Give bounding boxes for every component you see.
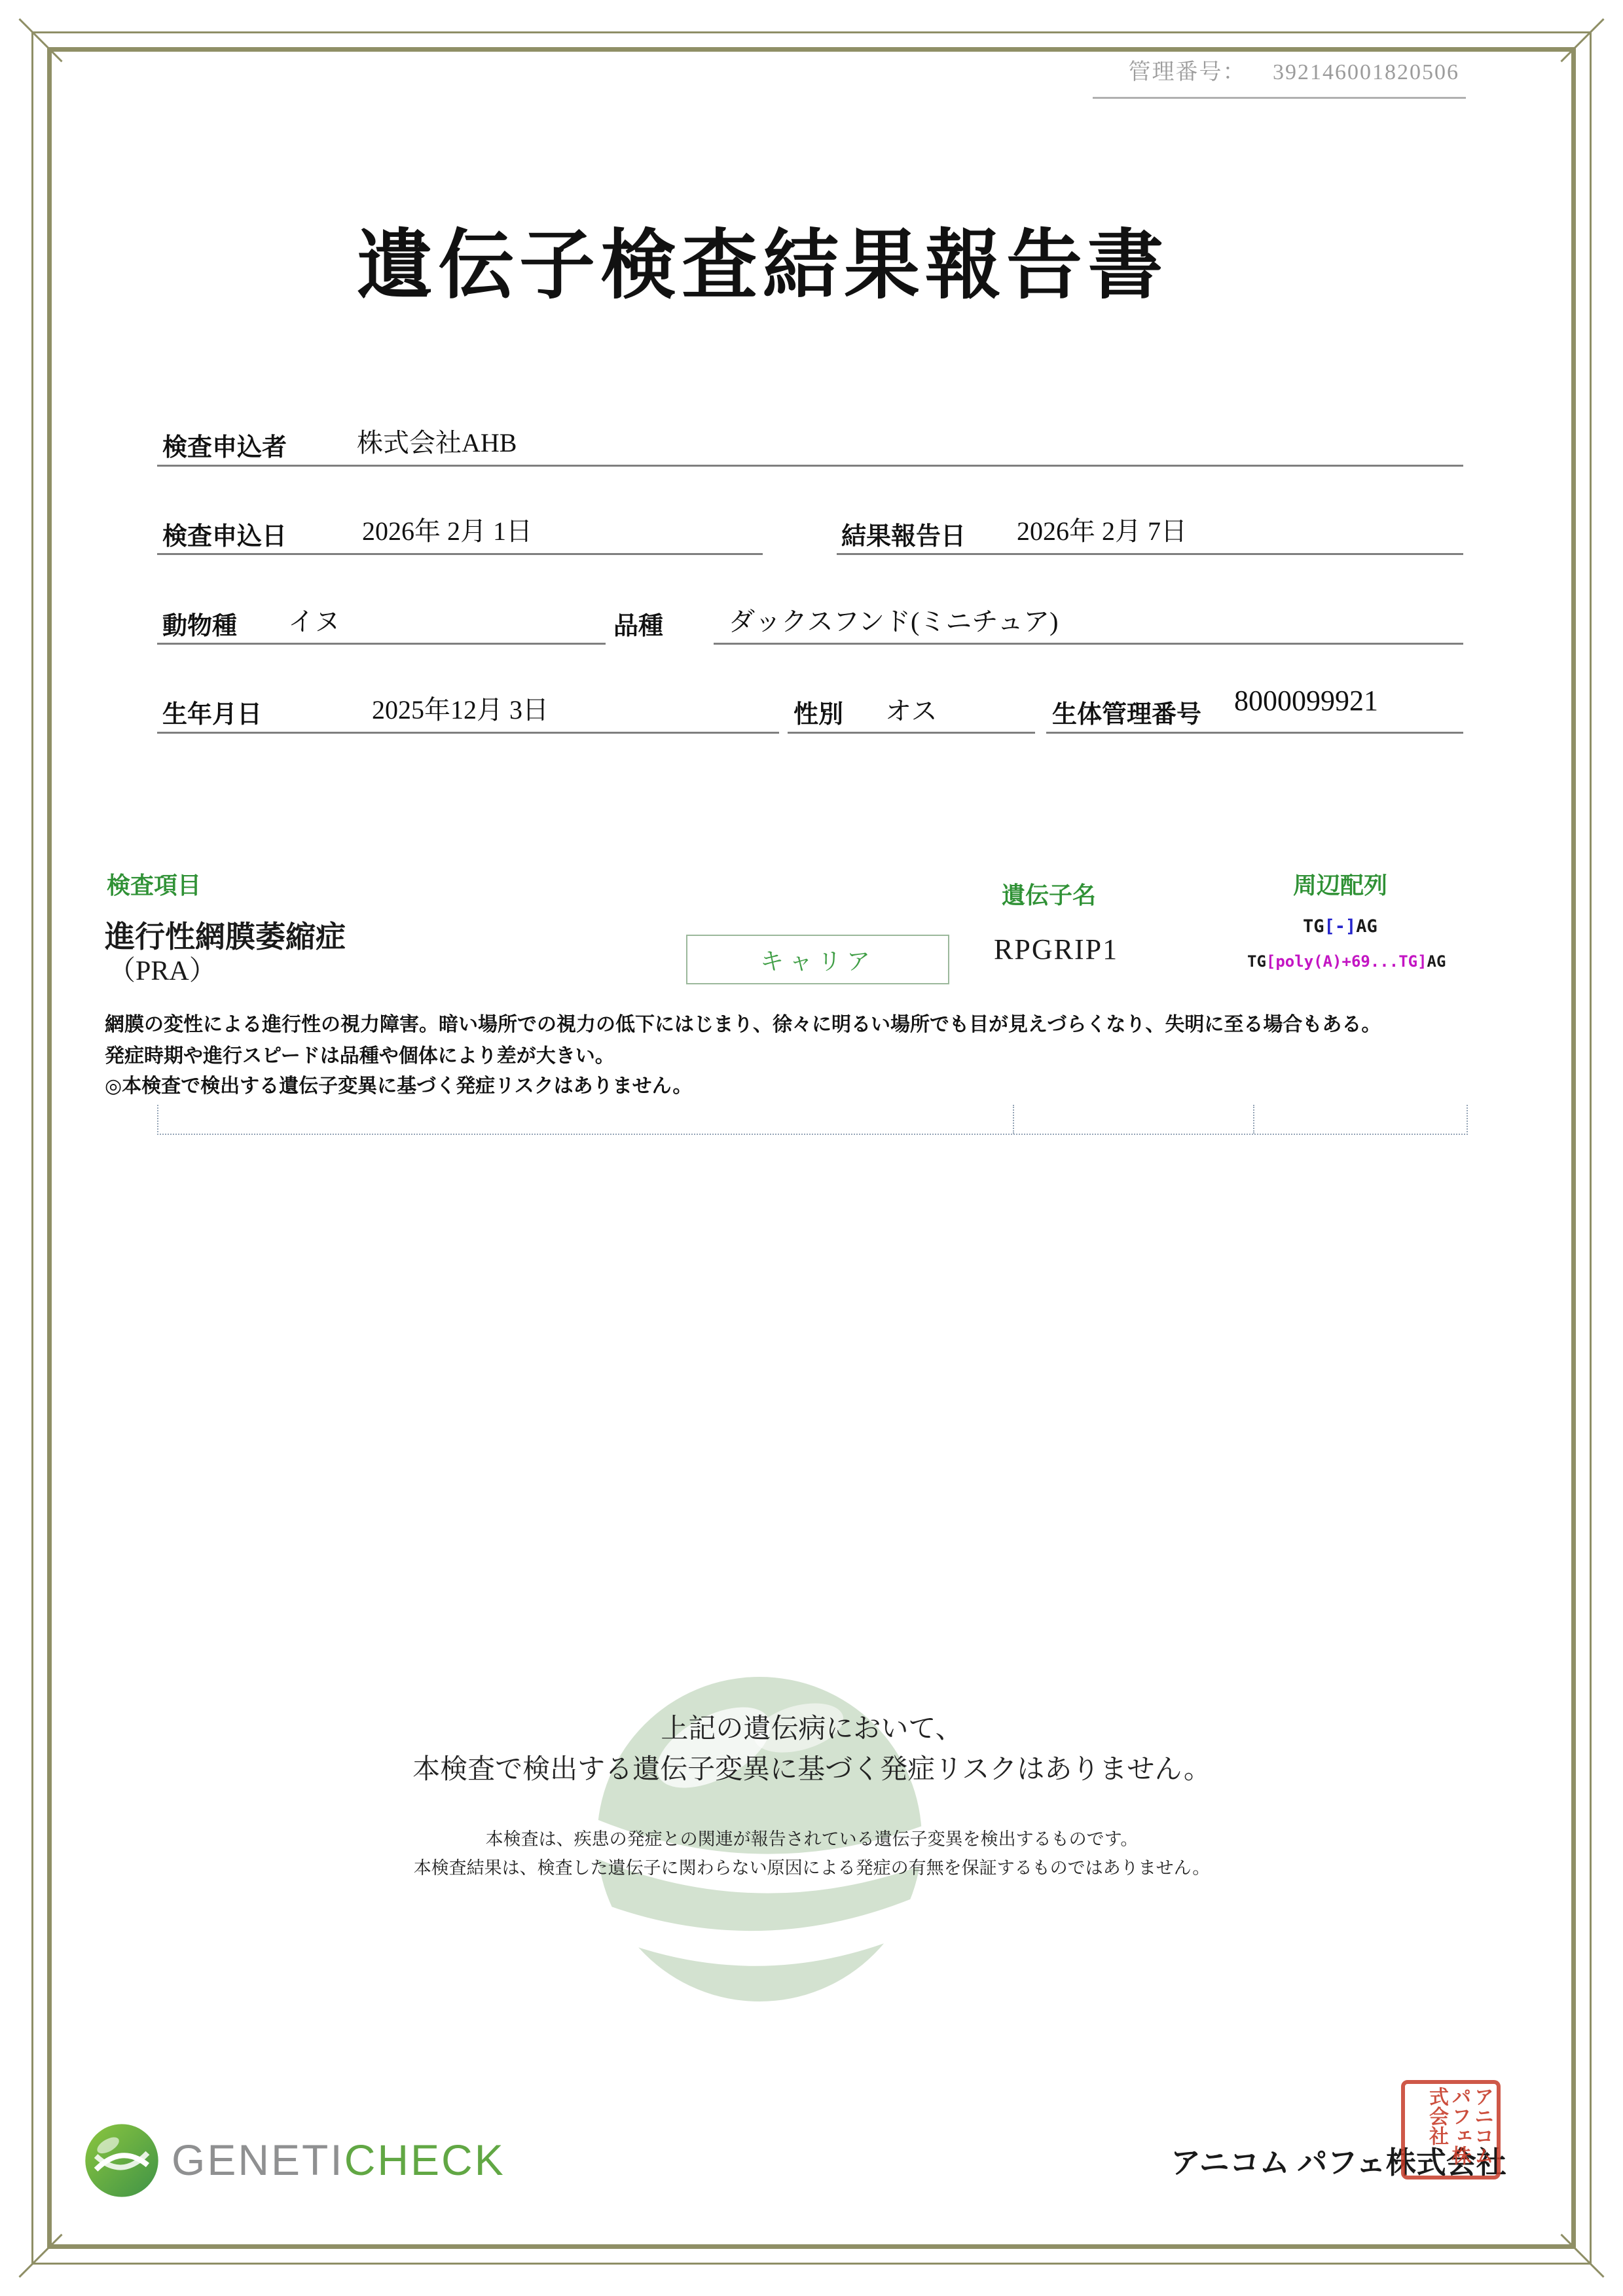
sex-label: 性別 <box>793 701 844 728</box>
gene-name-value: RPGRIP1 <box>994 933 1119 965</box>
summary-note2: 本検査結果は、検査した遺伝子に関わらない原因による発症の有無を保証するものではありません。 <box>413 1858 1211 1878</box>
disease-name: 進行性網膜萎縮症 <box>105 920 346 954</box>
apply-date-underline <box>157 553 763 555</box>
summary-line2: 本検査で検出する遺伝子変異に基づく発症リスクはありません。 <box>412 1753 1211 1784</box>
management-number-underline <box>1093 97 1466 99</box>
management-number-value: 392146001820506 <box>1273 60 1459 84</box>
risk-note: ◎本検査で検出する遺伝子変異に基づく発症リスクはありません。 <box>105 1075 693 1097</box>
species-value: イヌ <box>288 607 340 636</box>
sequence-line-2 <box>1247 952 1446 971</box>
page-title: 遺伝子検査結果報告書 <box>357 224 1169 308</box>
applicant-underline <box>157 465 1463 467</box>
result-status-value: キャリア <box>759 947 875 975</box>
sequence2-suffix: AG <box>1427 952 1446 971</box>
sequence2-variant: [poly(A)+69...TG] <box>1266 952 1427 971</box>
report-date-label: 結果報告日 <box>841 523 966 550</box>
company-seal-stamp: アニコムパフェ株式会社 <box>1401 2080 1501 2179</box>
birth-date-underline <box>157 732 779 734</box>
geneticheck-wordmark <box>172 2135 505 2185</box>
animal-id-underline <box>1046 732 1463 734</box>
results-table-divider <box>1253 1105 1254 1134</box>
sequence1-variant: [-] <box>1324 916 1357 937</box>
test-item-header: 検査項目 <box>107 872 202 899</box>
brand-text-gray: GENETI <box>172 2136 344 2184</box>
sequence2-prefix: TG <box>1247 952 1266 971</box>
sequence1-suffix: AG <box>1356 916 1377 937</box>
disease-description-line2: 発症時期や進行スピードは品種や個体により差が大きい。 <box>105 1045 615 1067</box>
disease-description-line1: 網膜の変性による進行性の視力障害。暗い場所での視力の低下にはじまり、徐々に明るい場所でも目が見えづらくなり、失明に至る場合もある。 <box>105 1014 1381 1035</box>
sex-value: オス <box>885 696 938 726</box>
breed-label: 品種 <box>613 613 664 640</box>
species-underline <box>157 643 606 645</box>
apply-date-label: 検査申込日 <box>162 523 287 550</box>
animal-id-value: 8000099921 <box>1234 685 1378 717</box>
report-date-value: 2026年 2月 7日 <box>1017 516 1187 546</box>
applicant-label: 検査申込者 <box>162 434 287 461</box>
sequence-line-1 <box>1303 916 1377 937</box>
sequence-header: 周辺配列 <box>1293 872 1388 899</box>
gene-name-header: 遺伝子名 <box>1002 882 1097 908</box>
sequence1-prefix: TG <box>1303 916 1324 937</box>
disease-abbreviation: （PRA） <box>108 956 217 986</box>
sex-underline <box>788 732 1035 734</box>
birth-date-label: 生年月日 <box>162 701 263 728</box>
breed-underline <box>714 643 1463 645</box>
breed-value: ダックスフンド(ミニチュア) <box>729 607 1059 636</box>
animal-id-label: 生体管理番号 <box>1052 701 1202 728</box>
species-label: 動物種 <box>162 613 238 640</box>
report-date-underline <box>837 553 1463 555</box>
applicant-value: 株式会社AHB <box>357 428 517 457</box>
management-number-label: 管理番号： <box>1128 60 1247 84</box>
result-status-box <box>686 935 949 984</box>
summary-note1: 本検査は、疾患の発症との関連が報告されている遺伝子変異を検出するものです。 <box>485 1829 1139 1849</box>
company-name: アニコム パフェ株式会社 <box>1171 2146 1506 2179</box>
results-table-empty-row <box>157 1105 1468 1135</box>
apply-date-value: 2026年 2月 1日 <box>362 516 532 546</box>
results-table-divider <box>1013 1105 1014 1134</box>
geneticheck-logo-icon <box>84 2123 160 2198</box>
brand-text-green: CHECK <box>344 2136 505 2184</box>
management-number-row <box>1129 54 1460 86</box>
summary-line1: 上記の遺伝病において、 <box>661 1713 963 1744</box>
birth-date-value: 2025年12月 3日 <box>372 695 549 725</box>
